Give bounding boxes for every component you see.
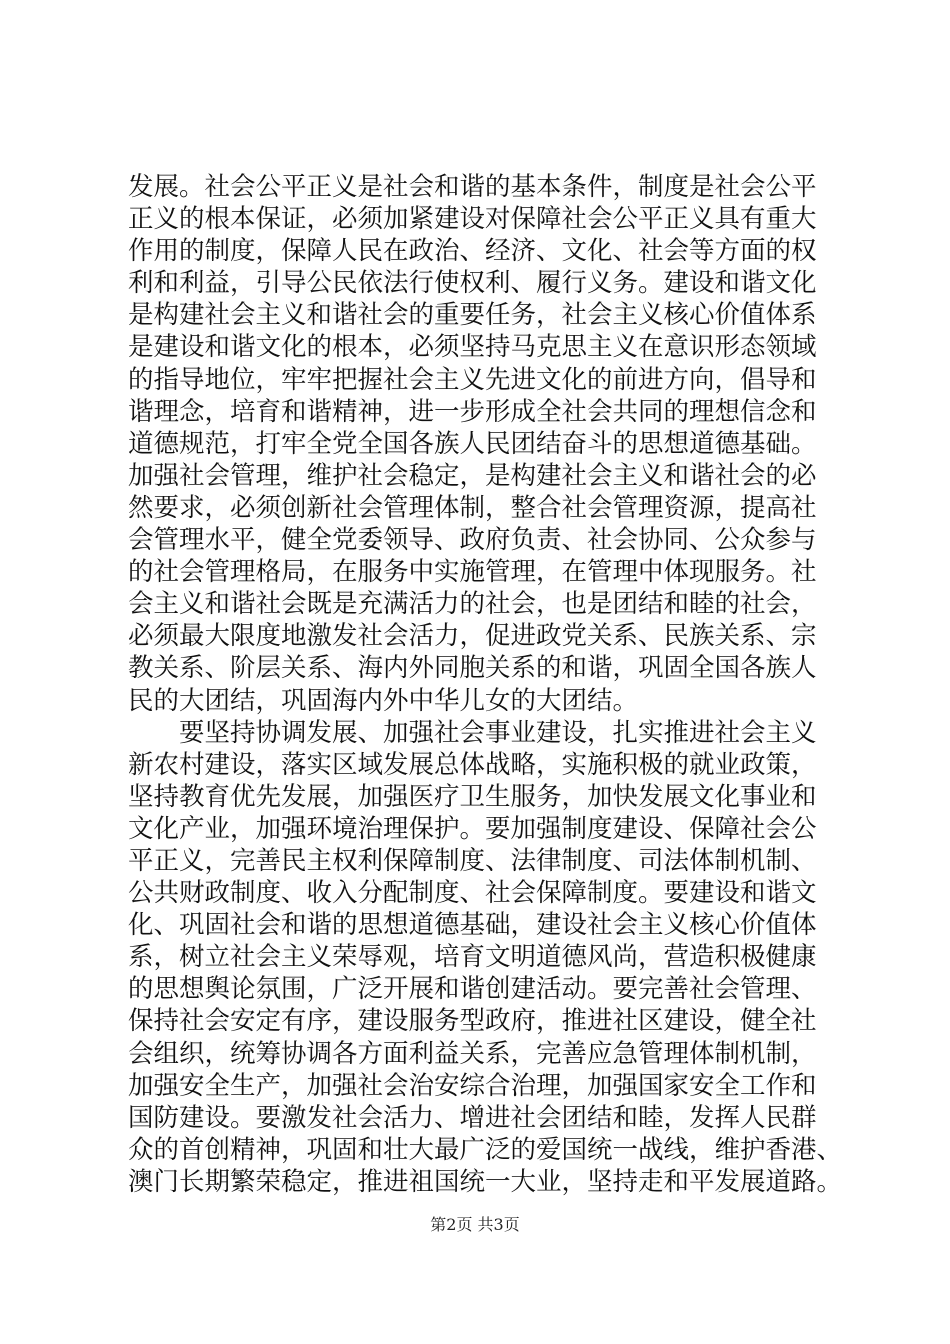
- text-line: 然要求，必须创新社会管理体制，整合社会管理资源，提高社: [128, 492, 817, 523]
- body-text: [128, 171, 843, 1198]
- text-line: 发展。社会公平正义是社会和谐的基本条件，制度是社会公平: [128, 172, 817, 202]
- text-line: 利和利益，引导公民依法行使权利、履行义务。建设和谐文化: [128, 268, 817, 299]
- text-line: 谐理念，培育和谐精神，进一步形成全社会共同的理想信念和: [128, 396, 817, 427]
- text-line: 澳门长期繁荣稳定，推进祖国统一大业，坚持走和平发展道路。: [128, 1166, 843, 1197]
- text-line: 国防建设。要激发社会活力、增进社会团结和睦，发挥人民群: [128, 1102, 817, 1133]
- text-line: 加强社会管理，维护社会稳定，是构建社会主义和谐社会的必: [128, 460, 817, 491]
- text-line: 加强安全生产，加强社会治安综合治理，加强国家安全工作和: [128, 1070, 817, 1101]
- text-line: 正义的根本保证，必须加紧建设对保障社会公平正义具有重大: [128, 204, 817, 235]
- text-line: 公共财政制度、收入分配制度、社会保障制度。要建设和谐文: [128, 878, 817, 909]
- text-line: 会主义和谐社会既是充满活力的社会，也是团结和睦的社会，: [128, 589, 817, 620]
- text-line: 众的首创精神，巩固和壮大最广泛的爱国统一战线，维护香港、: [128, 1134, 843, 1165]
- text-line: 民的大团结，巩固海内外中华儿女的大团结。: [128, 685, 639, 716]
- text-line: 保持社会安定有序，建设服务型政府，推进社区建设，健全社: [128, 1006, 817, 1037]
- text-line: 教关系、阶层关系、海内外同胞关系的和谐，巩固全国各族人: [128, 653, 817, 684]
- text-line: 的思想舆论氛围，广泛开展和谐创建活动。要完善社会管理、: [128, 974, 817, 1005]
- text-line: 的社会管理格局，在服务中实施管理，在管理中体现服务。社: [128, 557, 817, 588]
- text-line: 必须最大限度地激发社会活力，促进政党关系、民族关系、宗: [128, 621, 817, 652]
- text-line: 文化产业，加强环境治理保护。要加强制度建设、保障社会公: [128, 813, 817, 844]
- paragraph-start-line: 要坚持协调发展、加强社会事业建设，扎实推进社会主义: [179, 717, 817, 748]
- text-line: 作用的制度，保障人民在政治、经济、文化、社会等方面的权: [128, 236, 817, 267]
- text-line: 化、巩固社会和谐的思想道德基础，建设社会主义核心价值体: [128, 910, 817, 941]
- text-line: 系，树立社会主义荣辱观，培育文明道德风尚，营造积极健康: [128, 942, 817, 973]
- text-line: 新农村建设，落实区域发展总体战略，实施积极的就业政策，: [128, 749, 817, 780]
- text-line: 的指导地位，牢牢把握社会主义先进文化的前进方向，倡导和: [128, 364, 817, 395]
- text-line: 会组织，统筹协调各方面利益关系，完善应急管理体制机制，: [128, 1038, 817, 1069]
- text-line: 平正义，完善民主权利保障制度、法律制度、司法体制机制、: [128, 845, 817, 876]
- page-number-footer: 第2页 共3页: [430, 1215, 520, 1234]
- text-line: 坚持教育优先发展，加强医疗卫生服务，加快发展文化事业和: [128, 781, 817, 812]
- text-line: 是建设和谐文化的根本，必须坚持马克思主义在意识形态领域: [128, 332, 817, 363]
- text-line: 会管理水平，健全党委领导、政府负责、社会协同、公众参与: [128, 525, 817, 556]
- text-line: 道德规范，打牢全党全国各族人民团结奋斗的思想道德基础。: [128, 428, 817, 459]
- text-line: 是构建社会主义和谐社会的重要任务，社会主义核心价值体系: [128, 300, 817, 331]
